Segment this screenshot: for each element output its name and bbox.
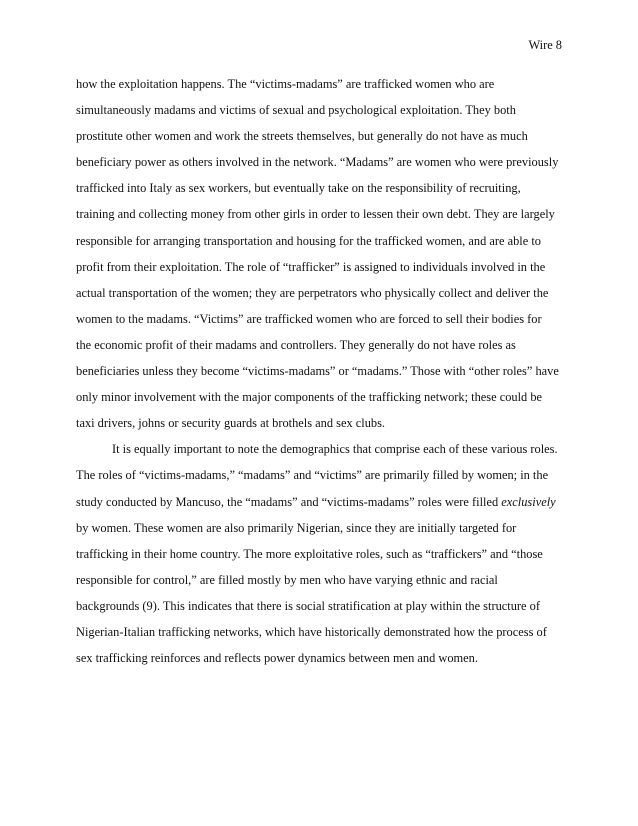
text-line: trafficking in their home country. The more exploitative roles, such as “traffickers” and “those [76,546,543,561]
text-line: profit from their exploitation. The role of “trafficker” is assigned to individuals involved in the [76,259,546,274]
text-line-with-emphasis [76,489,568,515]
text-line: the economic profit of their madams and controllers. They generally do not have roles as [76,337,516,352]
emphasized-word: exclusively [501,494,556,509]
paragraph-2 [76,436,568,671]
text-line: taxi drivers, johns or security guards at brothels and sex clubs. [76,416,386,431]
text-line: simultaneously madams and victims of sexual and psychological exploitation. They both [76,103,516,118]
text-line: trafficked into Italy as sex workers, but eventually take on the responsibility of recruiting, [76,181,521,196]
text-line: It is equally important to note the demographics that comprise each of these various roles. [112,442,558,457]
text-line: prostitute other women and work the streets themselves, but generally do not have as much [76,129,528,144]
paragraph-1 [76,71,568,436]
text-line: responsible for control,” are filled mostly by men who have varying ethnic and racial [76,572,498,587]
text-line: training and collecting money from other girls in order to lessen their own debt. They are largely [76,207,555,222]
running-head: Wire 8 [528,38,562,52]
text-line: how the exploitation happens. The “victims-madams” are trafficked women who are [76,77,495,91]
text-line: beneficiaries unless they become “victims-madams” or “madams.” Those with “other roles” have [76,364,559,379]
text-line: women to the madams. “Victims” are trafficked women who are forced to sell their bodies for [76,311,542,326]
text-line: only minor involvement with the major components of the trafficking network; these could be [76,390,543,405]
text-line: actual transportation of the women; they are perpetrators who physically collect and deliver the [76,285,549,300]
text-line: The roles of “victims-madams,” “madams” and “victims” are primarily filled by women; in the [76,468,549,483]
text-line: by women. These women are also primarily Nigerian, since they are initially targeted for [76,520,517,535]
text-line: backgrounds (9). This indicates that there is social stratification at play within the structure of [76,598,540,613]
text-line-segment: study conducted by Mancuso, the “madams” and “victims-madams” roles were filled [76,494,499,509]
text-line: beneficiary power as others involved in the network. “Madams” are women who were previously [76,155,559,170]
text-line: sex trafficking reinforces and reflects power dynamics between men and women. [76,651,478,666]
text-line: responsible for arranging transportation and housing for the trafficked women, and are able to [76,233,541,248]
body-text [76,71,568,671]
text-line: Nigerian-Italian trafficking networks, which have historically demonstrated how the process of [76,624,547,639]
